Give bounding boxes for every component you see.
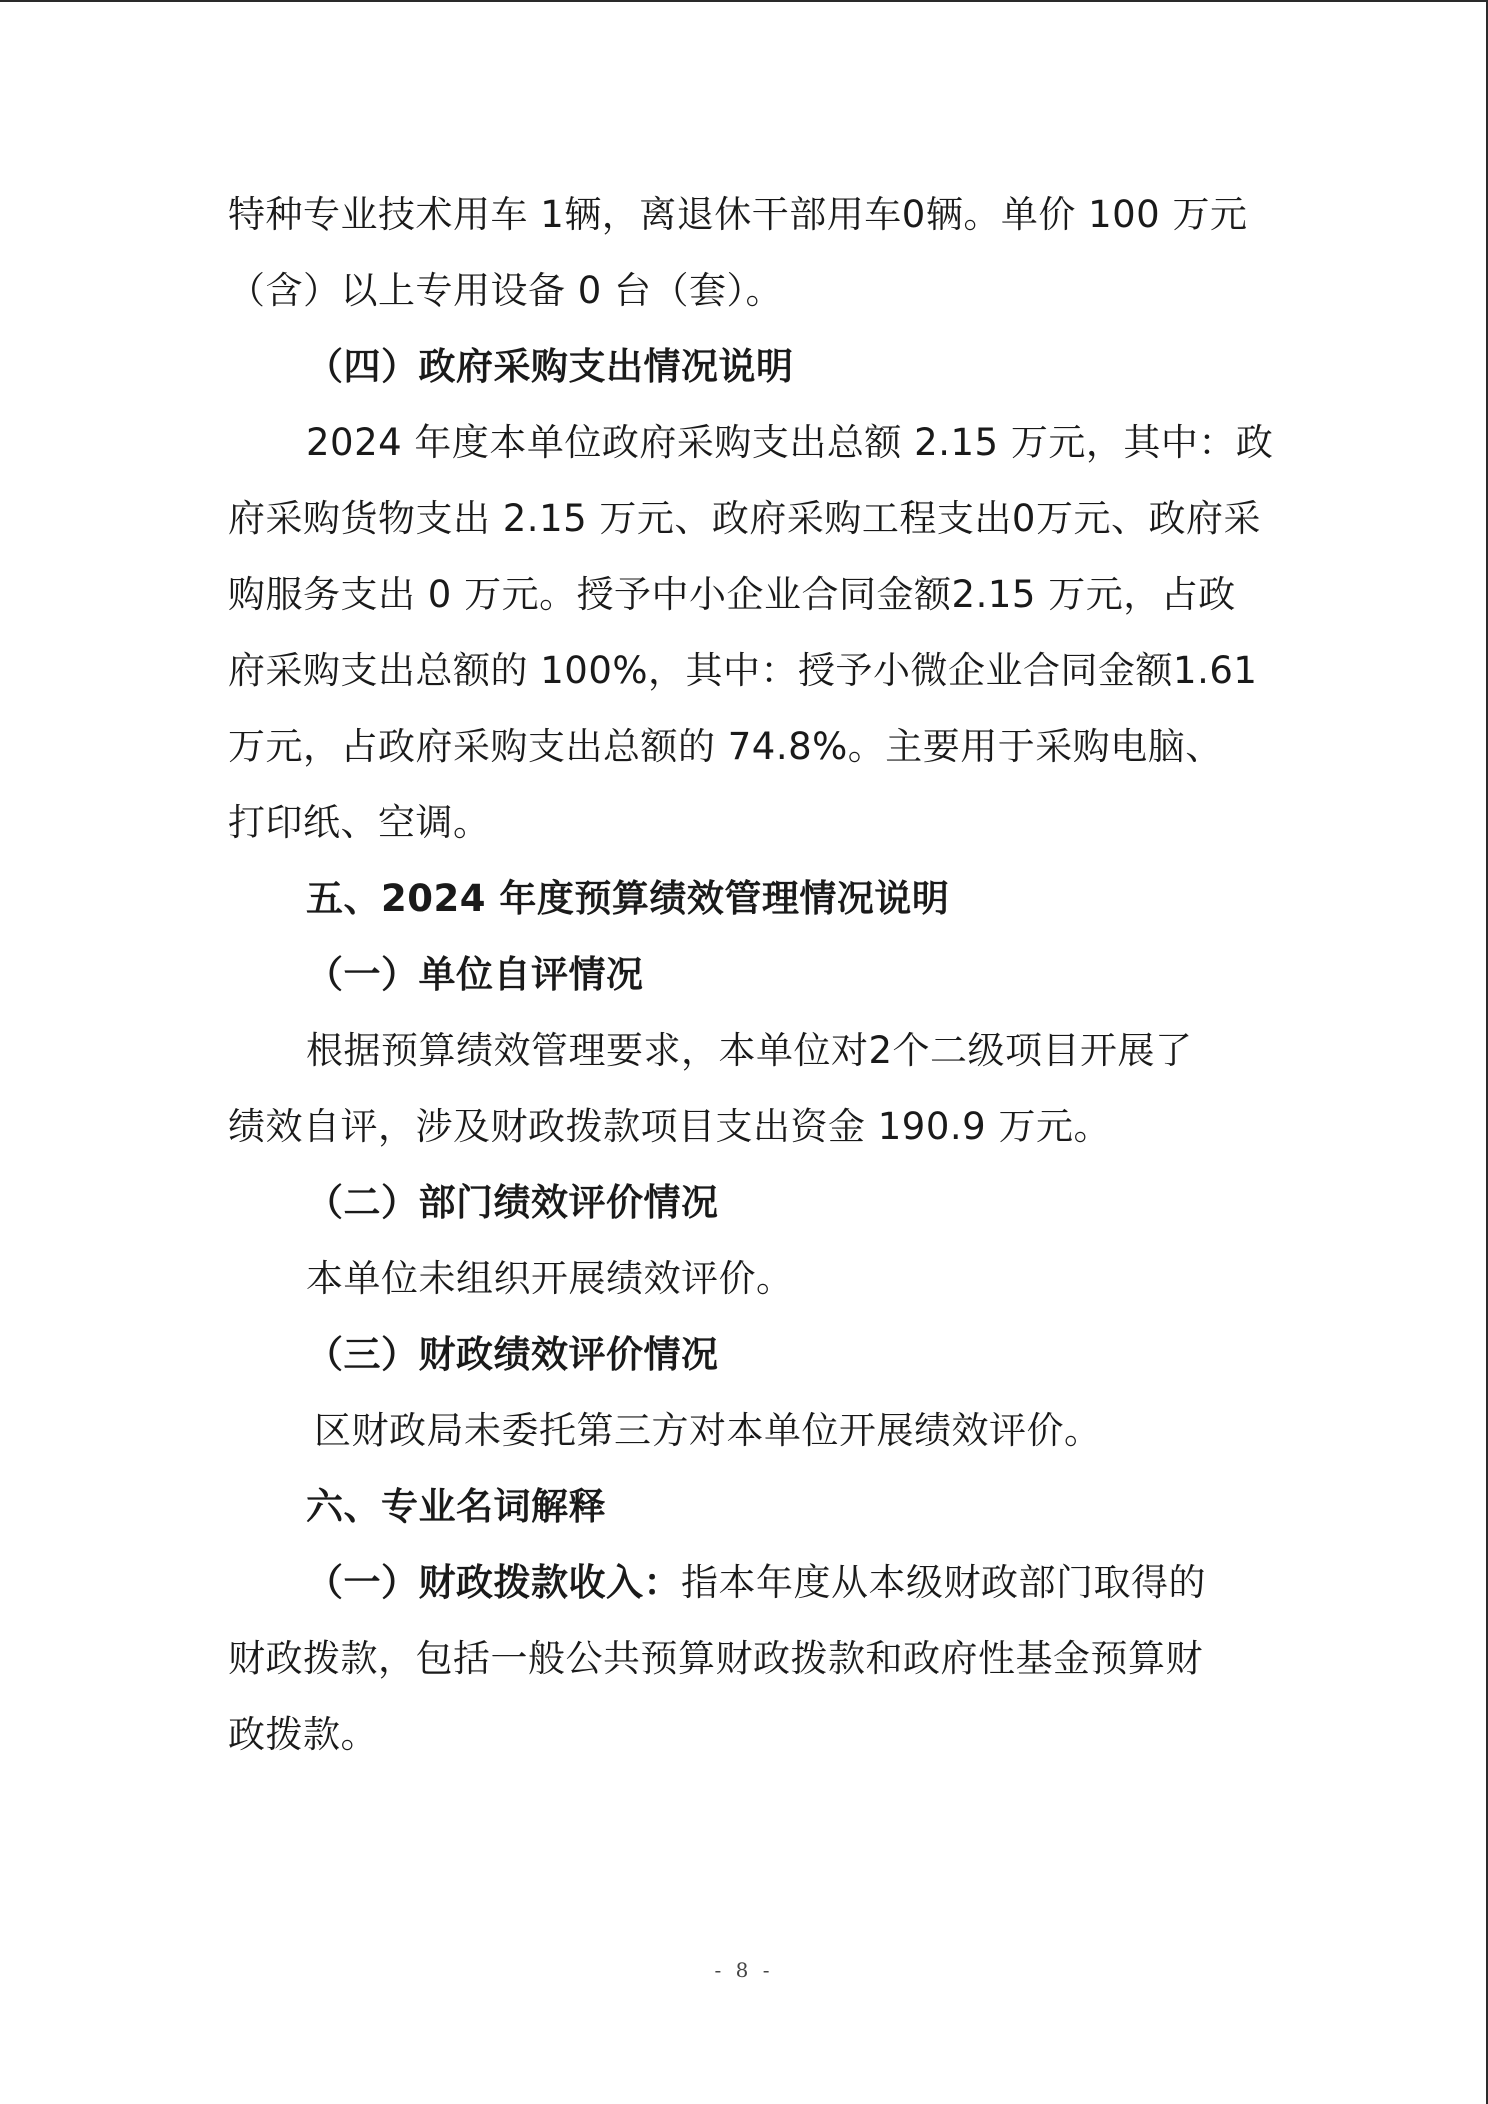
paragraph-line: 2024 年度本单位政府采购支出总额 2.15 万元，其中：政: [306, 421, 1274, 464]
paragraph-line: 区财政局未委托第三方对本单位开展绩效评价。: [314, 1409, 1102, 1452]
definition-term: （一）财政拨款收入：: [306, 1561, 681, 1604]
paragraph-line: 购服务支出 0 万元。授予中小企业合同金额2.15 万元，占政: [228, 573, 1236, 616]
section-heading: （三）财政绩效评价情况: [306, 1333, 719, 1376]
paragraph-line: 府采购支出总额的 100%，其中：授予小微企业合同金额1.61: [228, 649, 1258, 692]
paragraph-line: 绩效自评，涉及财政拨款项目支出资金 190.9 万元。: [228, 1105, 1111, 1148]
paragraph-line: 打印纸、空调。: [228, 801, 491, 844]
chapter-heading: 五、2024 年度预算绩效管理情况说明: [306, 877, 950, 920]
section-heading: （二）部门绩效评价情况: [306, 1181, 719, 1224]
paragraph-line: 府采购货物支出 2.15 万元、政府采购工程支出0万元、政府采: [228, 497, 1261, 540]
paragraph-line: 万元，占政府采购支出总额的 74.8%。主要用于采购电脑、: [228, 725, 1223, 768]
chapter-heading: 六、专业名词解释: [306, 1485, 606, 1528]
paragraph-line: 政拨款。: [228, 1713, 378, 1756]
paragraph-line: 本单位未组织开展绩效评价。: [306, 1257, 794, 1300]
section-heading: （一）单位自评情况: [306, 953, 644, 996]
paragraph-line: （含）以上专用设备 0 台（套）。: [228, 269, 784, 312]
section-heading: （四）政府采购支出情况说明: [306, 345, 794, 388]
page-number: - 8 -: [714, 1958, 774, 1982]
paragraph-line: 特种专业技术用车 1辆，离退休干部用车0辆。单价 100 万元: [228, 193, 1248, 236]
definition-text: 指本年度从本级财政部门取得的: [681, 1561, 1206, 1604]
paragraph-line: 财政拨款，包括一般公共预算财政拨款和政府性基金预算财: [228, 1637, 1203, 1680]
paragraph-line: 根据预算绩效管理要求，本单位对2个二级项目开展了: [306, 1029, 1193, 1072]
definition-line: [306, 1558, 1206, 1608]
